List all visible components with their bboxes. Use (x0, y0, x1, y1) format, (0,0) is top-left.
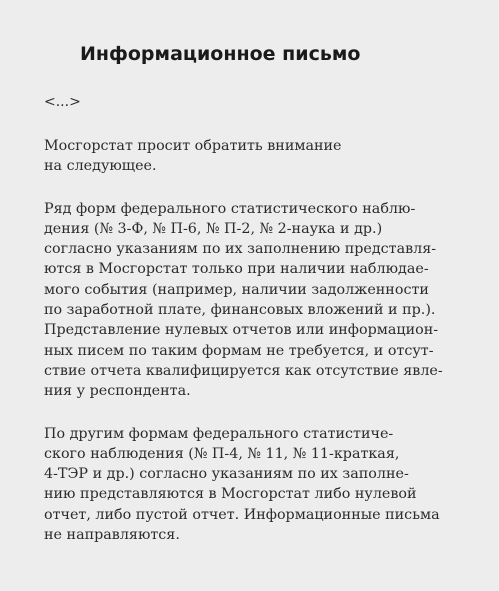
text-line: дения (№ 3-Ф, № П-6, № П-2, № 2-наука и др.) (44, 220, 383, 237)
text-line: на следующее. (44, 158, 157, 175)
text-line: 4-ТЭР и др.) согласно указаниям по их заполне- (44, 466, 409, 483)
text-line: не направляются. (44, 527, 180, 544)
paragraph-other-forms (44, 424, 479, 546)
text-line: ния у респондента. (44, 383, 191, 400)
text-line: отчет, либо пустой отчет. Информационные письма (44, 506, 440, 523)
document-title: Информационное письмо (80, 43, 361, 65)
text-line: По другим формам федерального статистиче- (44, 425, 394, 442)
text-line: ных писем по таким формам не требуется, и отсут- (44, 342, 434, 359)
text-line: Представление нулевых отчетов или информацион- (44, 322, 439, 339)
text-line: согласно указаниям по их заполнению представля- (44, 241, 437, 258)
text-line: нию представляются в Мосгорстат либо нулевой (44, 486, 417, 503)
text-line: Мосгорстат просит обратить внимание (44, 138, 342, 154)
paragraph-intro (44, 136, 479, 177)
text-line: по заработной плате, финансовых вложений и пр.). (44, 302, 436, 319)
text-line: Ряд форм федерального статистического наблю- (44, 200, 416, 217)
paragraph-conditional-forms (44, 199, 479, 402)
text-line: ются в Мосгорстат только при наличии наблюдае- (44, 261, 429, 278)
text-line: ствие отчета квалифицируется как отсутствие явле- (44, 362, 443, 379)
text-line: ского наблюдения (№ П-4, № 11, № 11-краткая, (44, 445, 400, 462)
text-line: мого события (например, наличии задолженности (44, 281, 429, 298)
omission-marker: <...> (44, 94, 81, 110)
